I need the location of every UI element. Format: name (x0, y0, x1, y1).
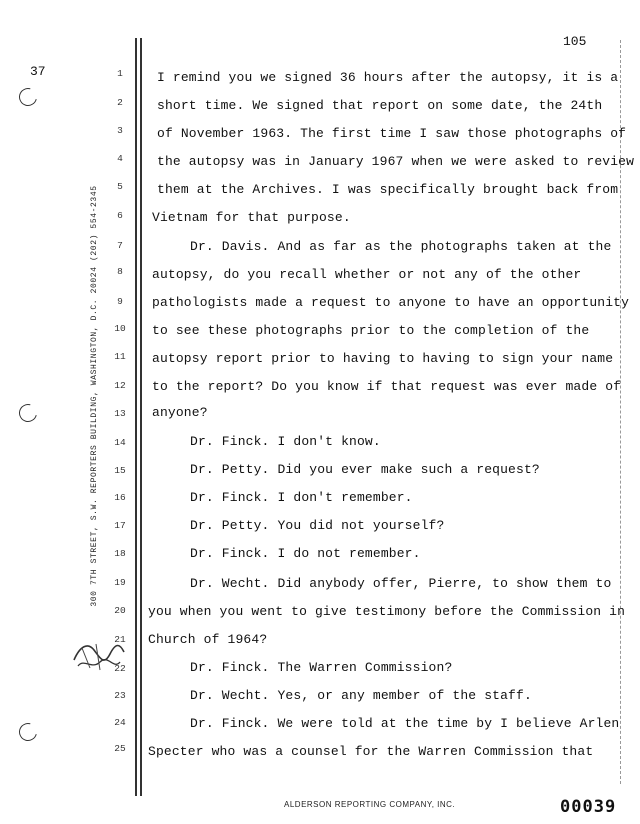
transcript-line: anyone? (152, 405, 208, 420)
transcript-line: autopsy report prior to having to having to sign your name (152, 351, 614, 366)
line-number: 23 (114, 690, 126, 701)
line-number: 21 (114, 634, 126, 645)
transcript-line: Dr. Finck. We were told at the time by I believe Arlen (190, 716, 620, 731)
line-number: 1 (117, 68, 123, 79)
line-number: 13 (114, 408, 126, 419)
line-number: 15 (114, 465, 126, 476)
line-number: 25 (114, 743, 126, 754)
transcript-line: Dr. Davis. And as far as the photographs taken at the (190, 239, 612, 254)
transcript-line: autopsy, do you recall whether or not any of the other (152, 267, 582, 282)
transcript-line: Church of 1964? (148, 632, 268, 647)
line-number: 14 (114, 437, 126, 448)
line-number: 11 (114, 351, 126, 362)
margin-rule-right (140, 38, 142, 796)
transcript-line: to see these photographs prior to the completion of the (152, 323, 590, 338)
margin-rule-left (135, 38, 137, 796)
transcript-line: the autopsy was in January 1967 when we were asked to review (157, 154, 635, 169)
line-number: 12 (114, 380, 126, 391)
page-number: 105 (563, 34, 587, 49)
transcript-line: Dr. Finck. I don't remember. (190, 490, 413, 505)
transcript-line: of November 1963. The first time I saw those photographs of (157, 126, 627, 141)
punch-hole-middle (16, 401, 41, 426)
transcript-line: short time. We signed that report on some date, the 24th (157, 98, 603, 113)
transcript-line: Specter who was a counsel for the Warren Commission that (148, 744, 594, 759)
line-number: 9 (117, 296, 123, 307)
transcript-line: Dr. Petty. Did you ever make such a request? (190, 462, 540, 477)
line-number: 22 (114, 663, 126, 674)
footer-company: ALDERSON REPORTING COMPANY, INC. (284, 800, 456, 809)
reporter-address: 300 7TH STREET, S.W. REPORTERS BUILDING, WASHINGTON, D.C. 20024 (202) 554-2345 (90, 185, 99, 607)
line-number: 10 (114, 323, 126, 334)
punch-hole-bottom (16, 720, 41, 745)
line-number: 18 (114, 548, 126, 559)
margin-number: 37 (30, 64, 46, 79)
line-number: 8 (117, 266, 123, 277)
right-margin-rule (620, 40, 621, 784)
line-number: 7 (117, 240, 123, 251)
line-number: 20 (114, 605, 126, 616)
transcript-line: Dr. Wecht. Yes, or any member of the staff. (190, 688, 532, 703)
transcript-line: Dr. Finck. I don't know. (190, 434, 381, 449)
transcript-line: them at the Archives. I was specifically brought back from (157, 182, 619, 197)
transcript-line: pathologists made a request to anyone to have an opportunity (152, 295, 630, 310)
line-number: 6 (117, 210, 123, 221)
footer-document-number: 00039 (560, 797, 617, 817)
line-number: 2 (117, 97, 123, 108)
line-number: 3 (117, 125, 123, 136)
transcript-line: I remind you we signed 36 hours after the autopsy, it is a (157, 70, 619, 85)
punch-hole-top (16, 85, 41, 110)
line-number: 24 (114, 717, 126, 728)
transcript-line: Dr. Finck. I do not remember. (190, 546, 421, 561)
line-number: 17 (114, 520, 126, 531)
line-number: 5 (117, 181, 123, 192)
transcript-line: Dr. Wecht. Did anybody offer, Pierre, to show them to (190, 576, 612, 591)
transcript-line: Vietnam for that purpose. (152, 210, 351, 225)
transcript-line: you when you went to give testimony before the Commission in (148, 604, 626, 619)
line-number: 4 (117, 153, 123, 164)
line-number: 19 (114, 577, 126, 588)
transcript-line: to the report? Do you know if that request was ever made of (152, 379, 622, 394)
line-number: 16 (114, 492, 126, 503)
transcript-line: Dr. Petty. You did not yourself? (190, 518, 445, 533)
transcript-line: Dr. Finck. The Warren Commission? (190, 660, 453, 675)
